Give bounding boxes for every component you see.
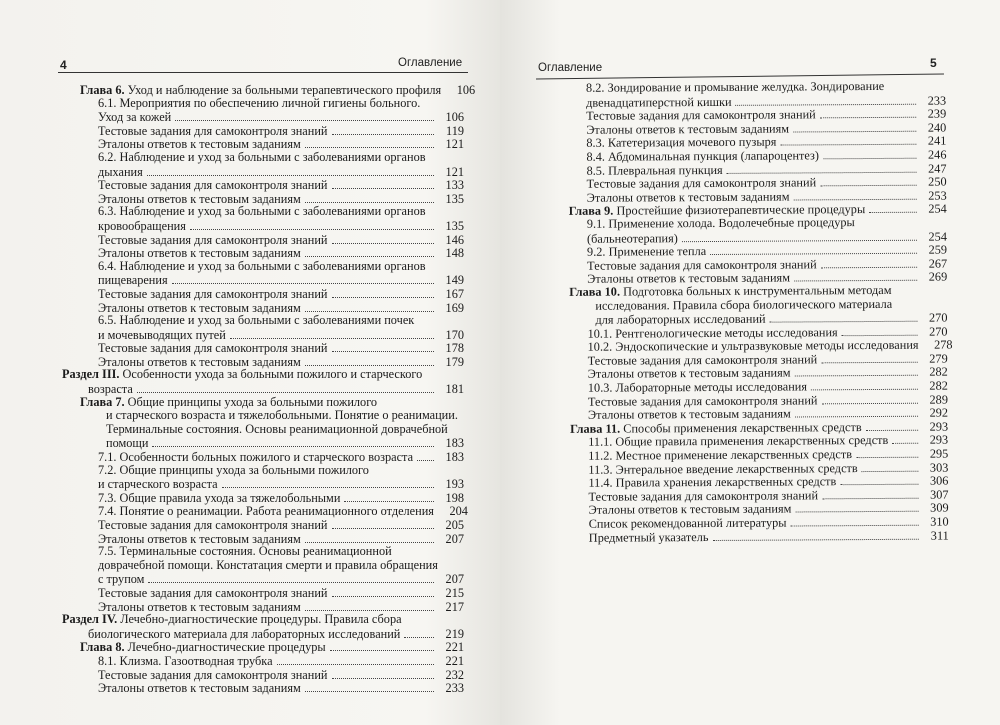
dot-leader (735, 93, 916, 105)
dot-leader (823, 148, 917, 160)
toc-entry (58, 654, 464, 668)
toc-entry-text: Тестовые задания для самоконтроля знаний (587, 352, 818, 368)
toc-entry-text: 10.3. Лабораторные методы исследования (587, 379, 808, 395)
toc-page-number: 106 (456, 83, 476, 97)
toc-page-number: 239 (927, 106, 947, 121)
toc-entry-text: биологического материала для лабораторных исследований (88, 626, 401, 641)
dot-leader (344, 491, 434, 502)
toc-entry-text: Тестовые задания для самоконтроля знаний (98, 123, 328, 138)
toc-entry (58, 586, 464, 600)
toc-entry (58, 260, 464, 274)
toc-page-number: 247 (928, 161, 947, 176)
toc-entry-text: Эталоны ответов к тестовым заданиям (587, 270, 791, 287)
dot-leader (821, 352, 918, 364)
dot-leader (332, 124, 434, 135)
toc-entry-text: 8.2. Зондирование и промывание желудка. Зондирование (585, 78, 885, 95)
toc-entry (58, 396, 464, 410)
toc-entry (58, 328, 464, 342)
dot-leader (148, 572, 434, 583)
toc-entry-text: и старческого возраста и тяжелобольными. Понятие о реанимации. (106, 408, 458, 423)
toc-page-number: 121 (445, 164, 464, 179)
toc-entry (58, 287, 464, 301)
toc-entry-text: Уход за кожей (98, 110, 172, 125)
toc-entry (58, 246, 464, 260)
toc-entry-text: 7.3. Общие правила ухода за тяжелобольными (98, 490, 341, 505)
toc-entry-text: Эталоны ответов к тестовым заданиям (98, 137, 301, 152)
toc-entry-text: 7.4. Понятие о реанимации. Работа реанимационного отделения (98, 504, 434, 519)
toc-page-number: 121 (445, 137, 464, 152)
toc-entry-text: Уход и наблюдение за больными терапевтического профиля (127, 83, 442, 97)
toc-page-number: 183 (445, 436, 464, 451)
dot-leader (305, 246, 434, 257)
toc-entry (58, 165, 464, 179)
toc-page-number: 204 (449, 504, 468, 519)
toc-page-number: 215 (445, 585, 464, 600)
running-head: Оглавление (538, 62, 603, 74)
toc-page-number: 310 (930, 514, 949, 529)
toc-entry-text: Эталоны ответов к тестовым заданиям (98, 599, 301, 614)
toc-entry-text: Подготовка больных к инструментальным методам (623, 282, 892, 299)
dot-leader (682, 229, 917, 241)
dot-leader (793, 188, 916, 200)
dot-leader (277, 654, 434, 665)
dot-leader (190, 219, 434, 230)
dot-leader (892, 433, 918, 444)
toc-entry-text: Тестовые задания для самоконтроля знаний (587, 257, 817, 273)
toc-entry (58, 368, 464, 382)
dot-leader (780, 134, 916, 146)
dot-leader (172, 273, 434, 284)
dot-leader (330, 640, 434, 651)
toc-entry (58, 314, 464, 328)
toc-entry-text: 6.3. Наблюдение и уход за больными с заболеваниями органов (98, 204, 426, 219)
toc-entry-text: 6.2. Наблюдение и уход за больными с заболеваниями органов (98, 149, 426, 164)
toc-entry-text: и старческого возраста (98, 477, 218, 492)
toc-page-number: 295 (929, 446, 949, 461)
toc-entry-text: Тестовые задания для самоконтроля знаний (98, 286, 328, 301)
toc-entry-text: 9.2. Применение тепла (586, 244, 707, 259)
dot-leader (305, 137, 434, 148)
toc-page-number: 293 (929, 419, 949, 434)
toc-entry-text: кровообращения (98, 218, 186, 233)
toc-entry (58, 355, 464, 369)
toc-entry-text: Эталоны ответов к тестовым заданиям (588, 501, 792, 518)
toc-entry-text: Тестовые задания для самоконтроля знаний (98, 667, 328, 682)
toc-page-number: 205 (445, 518, 464, 532)
toc-page-number: 119 (446, 123, 464, 138)
toc-entry-text: доврачебной помощи. Констатация смерти и правила обращения (98, 557, 438, 572)
toc-entry (58, 464, 464, 478)
toc-entry-text: дыхания (98, 164, 143, 179)
toc-entry-text: 11.3. Энтеральное введение лекарственных средств (588, 460, 858, 477)
toc-page-number: 270 (928, 310, 948, 325)
toc-entry (58, 382, 464, 396)
toc-entry (58, 477, 464, 491)
toc-entry (58, 233, 464, 247)
dot-leader (856, 447, 918, 458)
dot-leader (840, 474, 918, 485)
toc-entry-text: 8.3. Катетеризация мочевого пузыря (586, 134, 777, 151)
toc-entry (58, 600, 464, 614)
toc-entry-text: Тестовые задания для самоконтроля знаний (98, 178, 328, 193)
dot-leader (866, 420, 919, 431)
toc-entry-text: 8.5. Плевральная пункция (586, 162, 723, 178)
toc-page-number: 292 (929, 405, 949, 420)
toc-entry-text: возраста (88, 382, 133, 397)
toc-page-number: 179 (445, 354, 464, 369)
toc-page-number: 178 (445, 341, 464, 356)
toc-entry (58, 504, 468, 519)
dot-leader (305, 355, 434, 366)
toc-entry-text: 6.1. Мероприятия по обеспечению личной гигиены больного. (98, 95, 421, 110)
toc-entry-text: исследования. Правила сбора биологического материала (595, 296, 893, 313)
toc-entry (58, 668, 464, 682)
toc-page-number: 181 (445, 382, 464, 397)
toc-entry-text: 8.4. Абдоминальная пункция (лапароцентез) (586, 148, 820, 164)
toc-entry (58, 532, 464, 546)
dot-leader (305, 600, 434, 611)
toc-entry-text: Эталоны ответов к тестовым заданиям (586, 121, 790, 137)
toc-page-number: 207 (445, 572, 464, 587)
dot-leader (305, 301, 434, 312)
dot-leader (821, 256, 918, 268)
dot-leader (842, 324, 918, 335)
toc-entry-text: Лечебно-диагностические процедуры. Правила сбора (120, 612, 402, 627)
toc-entry-text: Тестовые задания для самоконтроля знаний (98, 585, 328, 600)
dot-leader (332, 586, 434, 597)
dot-leader (305, 192, 434, 203)
toc-entry-text: Тестовые задания для самоконтроля знаний (98, 232, 328, 247)
toc-entry-text: 9.1. Применение холода. Водолечебные процедуры (586, 215, 855, 231)
dot-leader (332, 233, 434, 244)
toc-entry-text: 11.4. Правила хранения лекарственных средств (588, 474, 837, 490)
toc-entry (58, 627, 464, 641)
toc-entry-text: (бальнеотерапия) (586, 230, 678, 246)
toc-page-number: 278 (934, 337, 953, 352)
toc-page-number: 169 (445, 300, 464, 315)
dot-leader (820, 107, 917, 119)
toc-page-number: 106 (445, 110, 464, 125)
dot-leader (710, 243, 917, 255)
toc-entry (58, 518, 464, 532)
toc-entry-text: Общие принципы ухода за больными пожилого (127, 394, 378, 409)
dot-leader (795, 365, 918, 377)
toc-page-number: 254 (928, 201, 947, 217)
toc-entry-text: Эталоны ответов к тестовым заданиям (587, 365, 791, 382)
toc-entry (58, 572, 464, 586)
toc-entry-text: Эталоны ответов к тестовым заданиям (587, 406, 791, 422)
dot-leader (404, 627, 434, 638)
dot-leader (222, 477, 434, 488)
toc-entry-text: для лабораторных исследований (595, 311, 766, 327)
dot-leader (794, 270, 917, 282)
toc-page-number: 246 (927, 147, 947, 162)
toc-entry-text: 6.5. Наблюдение и уход за больными с заболеваниями почек (98, 313, 415, 328)
toc-entry-label: Глава 8. (80, 640, 125, 655)
dot-leader (727, 161, 917, 173)
toc-entry (58, 423, 464, 437)
dot-leader (305, 681, 434, 692)
toc-entry (58, 436, 464, 450)
toc-entry-text: Эталоны ответов к тестовым заданиям (98, 246, 301, 261)
toc-entry-text: 7.2. Общие принципы ухода за больными пожилого (98, 462, 369, 477)
toc-page-number: 233 (927, 93, 947, 108)
toc-page-number: 207 (445, 531, 464, 546)
dot-leader (862, 460, 919, 471)
toc-page-number: 293 (929, 432, 949, 448)
toc-entry (58, 124, 464, 138)
toc-page-number: 270 (929, 324, 948, 339)
toc-page-number: 279 (929, 351, 948, 366)
toc-page-number: 170 (445, 327, 464, 342)
toc-page-number: 149 (445, 273, 464, 288)
toc-page-number: 282 (929, 365, 948, 380)
toc-entry (58, 640, 464, 654)
dot-leader (869, 202, 917, 213)
toc-page-number: 241 (927, 133, 947, 149)
toc-entry (58, 192, 464, 206)
toc-page-number: 198 (445, 490, 464, 505)
toc-page-number: 232 (445, 667, 464, 682)
toc-entry-text: Список рекомендованной литературы (588, 515, 787, 531)
toc-entry (58, 613, 464, 627)
toc-page-number: 311 (930, 528, 949, 543)
dot-leader (712, 528, 918, 540)
dot-leader (332, 341, 434, 352)
toc-page-number: 148 (445, 246, 464, 261)
toc-page-number: 193 (445, 477, 464, 492)
toc-entry-label: Глава 7. (80, 394, 125, 409)
dot-leader (175, 110, 434, 121)
toc-entry-text: Эталоны ответов к тестовым заданиям (98, 681, 301, 696)
toc-entry-text: 11.2. Местное применение лекарственных средств (588, 447, 853, 463)
dot-leader (417, 450, 434, 461)
running-head: Оглавление (398, 57, 463, 69)
toc-page-number: 217 (445, 599, 464, 614)
dot-leader (770, 311, 918, 323)
toc-entry-text: Тестовые задания для самоконтроля знаний (588, 488, 819, 504)
toc-list (546, 78, 953, 545)
toc-entry (58, 681, 464, 695)
toc-page-number: 306 (929, 473, 949, 488)
toc-entry-text: 10.1. Рентгенологические методы исследования (587, 324, 838, 341)
page-number: 4 (60, 58, 67, 72)
toc-entry (58, 97, 464, 111)
toc-entry (58, 450, 464, 464)
toc-entry (58, 409, 464, 423)
toc-entry-text: Лечебно-диагностические процедуры (127, 640, 326, 655)
toc-page-number: 240 (927, 120, 947, 135)
toc-entry-label: Глава 10. (569, 284, 621, 299)
toc-entry (58, 137, 464, 151)
toc-entry (58, 151, 464, 165)
toc-entry-text: 7.5. Терминальные состояния. Основы реанимационной (98, 544, 392, 559)
toc-page-number: 233 (445, 681, 464, 696)
dot-leader (332, 178, 434, 189)
toc-entry-text: Особенности ухода за больными пожилого и старческого (122, 367, 423, 382)
toc-entry-text: Тестовые задания для самоконтроля знаний (586, 175, 817, 191)
toc-entry-text: 8.1. Клизма. Газоотводная трубка (98, 653, 273, 668)
dot-leader (152, 436, 434, 447)
toc-page-number: 309 (930, 500, 949, 516)
toc-entry (58, 110, 464, 124)
dot-leader (793, 121, 916, 133)
toc-entry-text: 10.2. Эндоскопические и ультразвуковые методы исследования (587, 338, 919, 355)
toc-page-number: 183 (445, 450, 464, 465)
header-rule (58, 72, 468, 73)
toc-entry (58, 219, 464, 233)
toc-page-number: 254 (928, 229, 947, 244)
dot-leader (821, 392, 918, 404)
toc-entry-text: Терминальные состояния. Основы реанимационной доврачебной (106, 421, 448, 436)
dot-leader (332, 518, 434, 529)
dot-leader (795, 501, 918, 513)
toc-list (58, 83, 476, 696)
toc-page-number: 289 (929, 392, 948, 407)
toc-entry-text: Эталоны ответов к тестовым заданиям (586, 189, 790, 205)
toc-page-number: 267 (928, 256, 948, 271)
toc-entry-text: Эталоны ответов к тестовым заданиям (98, 354, 301, 369)
toc-entry-text: и мочевыводящих путей (98, 327, 226, 342)
toc-page-number: 253 (928, 188, 947, 203)
dot-leader (230, 328, 434, 339)
toc-entry-text: Тестовые задания для самоконтроля знаний (98, 341, 328, 356)
toc-entry-label: Глава 6. (80, 83, 125, 97)
toc-entry (549, 528, 949, 544)
dot-leader (137, 382, 434, 393)
toc-entry-text: пищеварения (98, 273, 168, 288)
toc-entry-text: Тестовые задания для самоконтроля знаний (586, 107, 816, 123)
toc-entry-text: Эталоны ответов к тестовым заданиям (98, 191, 301, 206)
toc-page-number: 250 (928, 174, 947, 189)
toc-page-number: 167 (445, 286, 464, 301)
dot-leader (332, 668, 434, 679)
toc-entry-text: Способы применения лекарственных средств (623, 419, 862, 436)
toc-entry-label: Глава 11. (570, 421, 621, 436)
dot-leader (147, 165, 434, 176)
toc-page-number: 135 (445, 218, 464, 233)
dot-leader (332, 287, 434, 298)
toc-page-number: 307 (930, 487, 949, 502)
toc-entry-text: 6.4. Наблюдение и уход за больными с заболеваниями органов (98, 258, 426, 273)
toc-entry-text: Тестовые задания для самоконтроля знаний (98, 518, 328, 532)
toc-page-number: 219 (445, 626, 464, 641)
toc-page-number: 269 (928, 269, 948, 284)
page-number: 5 (930, 56, 937, 70)
toc-entry-text: Эталоны ответов к тестовым заданиям (98, 531, 301, 546)
toc-entry-text: помощи (106, 436, 149, 451)
toc-page-number: 259 (928, 242, 948, 257)
dot-leader (811, 379, 918, 391)
toc-page-number: 133 (445, 178, 464, 193)
toc-entry (58, 341, 464, 355)
dot-leader (790, 515, 918, 527)
toc-entry-text: Предметный указатель (588, 529, 709, 545)
toc-entry-text: Эталоны ответов к тестовым заданиям (98, 300, 301, 315)
toc-entry (58, 178, 464, 192)
toc-entry (58, 545, 464, 559)
toc-entry (58, 205, 464, 219)
toc-page-number: 135 (445, 191, 464, 206)
toc-entry (58, 273, 464, 287)
dot-leader (795, 406, 918, 418)
toc-page-number: 303 (929, 460, 949, 475)
dot-leader (820, 175, 917, 187)
toc-page-number: 282 (929, 378, 948, 393)
toc-entry (58, 83, 476, 97)
toc-entry (58, 559, 464, 573)
toc-page-number: 221 (445, 653, 464, 668)
toc-entry-text: Простейшие физиотерапевтические процедуры (616, 202, 866, 218)
toc-page-number: 221 (445, 640, 464, 655)
toc-entry (58, 491, 464, 505)
toc-entry-text: с трупом (98, 572, 145, 587)
toc-entry-text: 11.1. Общие правила применения лекарственных средств (588, 433, 889, 450)
dot-leader (822, 488, 919, 500)
toc-entry-text: 7.1. Особенности больных пожилого и старческого возраста (98, 450, 414, 465)
toc-entry-label: Раздел IV. (62, 612, 118, 627)
dot-leader (305, 532, 434, 543)
toc-entry-text: Тестовые задания для самоконтроля знаний (587, 393, 818, 409)
right-page (500, 0, 1000, 725)
toc-entry-label: Раздел III. (62, 367, 120, 382)
toc-entry (58, 301, 464, 315)
toc-page-number: 146 (445, 232, 464, 247)
toc-entry-label: Глава 9. (568, 203, 614, 219)
toc-entry-text: двенадцатиперстной кишки (586, 94, 732, 110)
